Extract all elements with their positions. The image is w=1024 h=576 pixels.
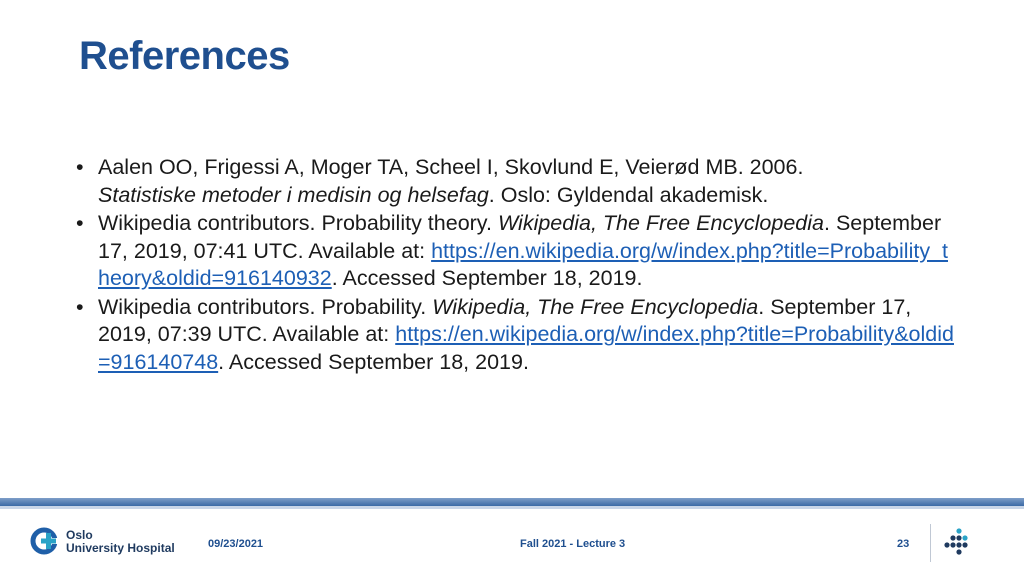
- footer-page-number: 23: [897, 538, 910, 550]
- reference-authors: Wikipedia contributors. Probability theory.: [98, 211, 492, 235]
- reference-accessed: . Accessed September 18, 2019.: [218, 349, 529, 374]
- logo-mark-icon: [30, 525, 62, 559]
- reference-link[interactable]: https://en.wikipedia.org/w/index.php?title=Probability&oldid=916140748: [98, 322, 954, 374]
- reference-work-title: Statistiske metoder i medisin og helsefag: [98, 182, 489, 207]
- footer-course: Fall 2021 - Lecture 3: [520, 538, 626, 550]
- logo-text-oslo: Oslo: [66, 528, 93, 542]
- reference-item: [76, 294, 956, 377]
- reference-work-title: Wikipedia, The Free Encyclopedia: [432, 294, 759, 319]
- reference-authors: Wikipedia contributors. Probability.: [98, 294, 427, 319]
- reference-work-title: Wikipedia, The Free Encyclopedia: [497, 211, 824, 235]
- bullet: •: [76, 294, 84, 319]
- bullet: •: [76, 211, 84, 235]
- reference-publisher: . Oslo: Gyldendal akademisk.: [488, 182, 769, 207]
- page-title: References: [79, 34, 290, 78]
- logo-text-hospital: University Hospital: [66, 541, 175, 555]
- reference-list: [76, 154, 956, 377]
- reference-item: [76, 210, 956, 293]
- reference-item: [76, 154, 956, 209]
- hospital-logo: [30, 525, 180, 563]
- reference-link[interactable]: https://en.wikipedia.org/w/index.php?title=Probability_theory&oldid=916140932: [98, 238, 948, 290]
- footer-band: [0, 498, 1024, 506]
- dots-cross-icon: [944, 528, 974, 556]
- reference-authors: Aalen OO, Frigessi A, Moger TA, Scheel I, Skovlund E, Veierød MB. 2006.: [98, 155, 804, 179]
- footer-band-light: [0, 506, 1024, 509]
- reference-date: . September 17, 2019, 07:41 UTC. Available at:: [98, 211, 942, 263]
- footer-divider: [930, 524, 931, 562]
- reference-accessed: . Accessed September 18, 2019.: [331, 266, 643, 290]
- footer-date: 09/23/2021: [208, 538, 264, 550]
- reference-date: . September 17, 2019, 07:39 UTC. Available at:: [98, 294, 912, 346]
- bullet: •: [76, 155, 84, 179]
